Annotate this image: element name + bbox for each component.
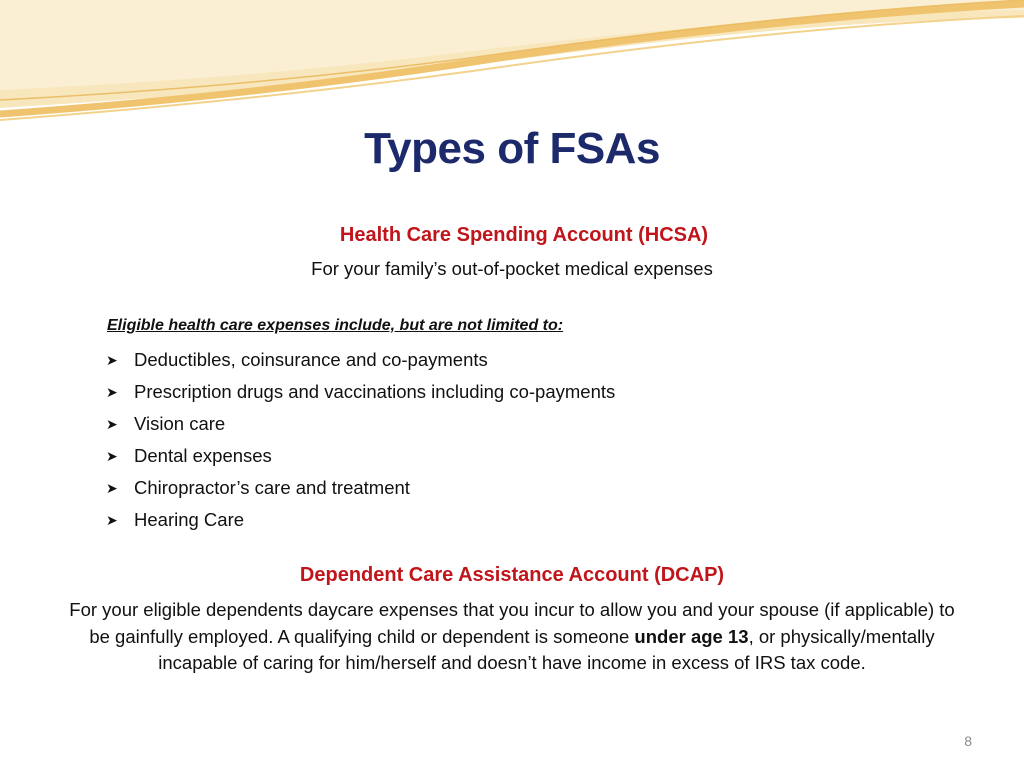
arrow-bullet-icon: ➤	[106, 512, 118, 528]
dcap-heading: Dependent Care Assistance Account (DCAP)	[299, 564, 725, 586]
list-item	[106, 504, 615, 536]
dcap-text-part1: For your eligible dependents daycare expenses that you incur to allow you and your spouse (if applicable) to be gainfully employed. A qualifying child or dependent is someone	[69, 599, 955, 647]
dcap-text-bold: under age 13	[634, 625, 749, 647]
eligible-expenses-label: Eligible health care expenses include, but are not limited to:	[107, 317, 564, 334]
list-item	[106, 440, 615, 472]
eligible-expenses-list	[106, 344, 615, 536]
arrow-bullet-icon: ➤	[106, 448, 118, 464]
arrow-bullet-icon: ➤	[106, 416, 118, 432]
dcap-description	[60, 597, 964, 677]
list-item-label: Deductibles, coinsurance and co-payments	[134, 349, 488, 370]
list-item-label: Vision care	[134, 413, 226, 434]
arrow-bullet-icon: ➤	[106, 352, 118, 368]
list-item	[106, 376, 615, 408]
list-item	[106, 408, 615, 440]
list-item-label: Dental expenses	[134, 445, 272, 466]
list-item	[106, 344, 615, 376]
page-number: 8	[964, 733, 972, 749]
list-item	[106, 472, 615, 504]
list-item-label: Chiropractor’s care and treatment	[134, 477, 410, 498]
list-item-label: Prescription drugs and vaccinations including co-payments	[134, 381, 616, 402]
dcap-text-part2: , or physically/mentally incapable of caring for him/herself and doesn’t have income in excess of IRS tax code.	[158, 625, 935, 673]
slide-title: Types of FSAs	[364, 124, 660, 173]
list-item-label: Hearing Care	[134, 509, 245, 530]
arrow-bullet-icon: ➤	[106, 384, 118, 400]
hcsa-subtitle: For your family’s out-of-pocket medical expenses	[311, 258, 713, 279]
hcsa-heading: Health Care Spending Account (HCSA)	[339, 224, 709, 246]
arrow-bullet-icon: ➤	[106, 480, 118, 496]
